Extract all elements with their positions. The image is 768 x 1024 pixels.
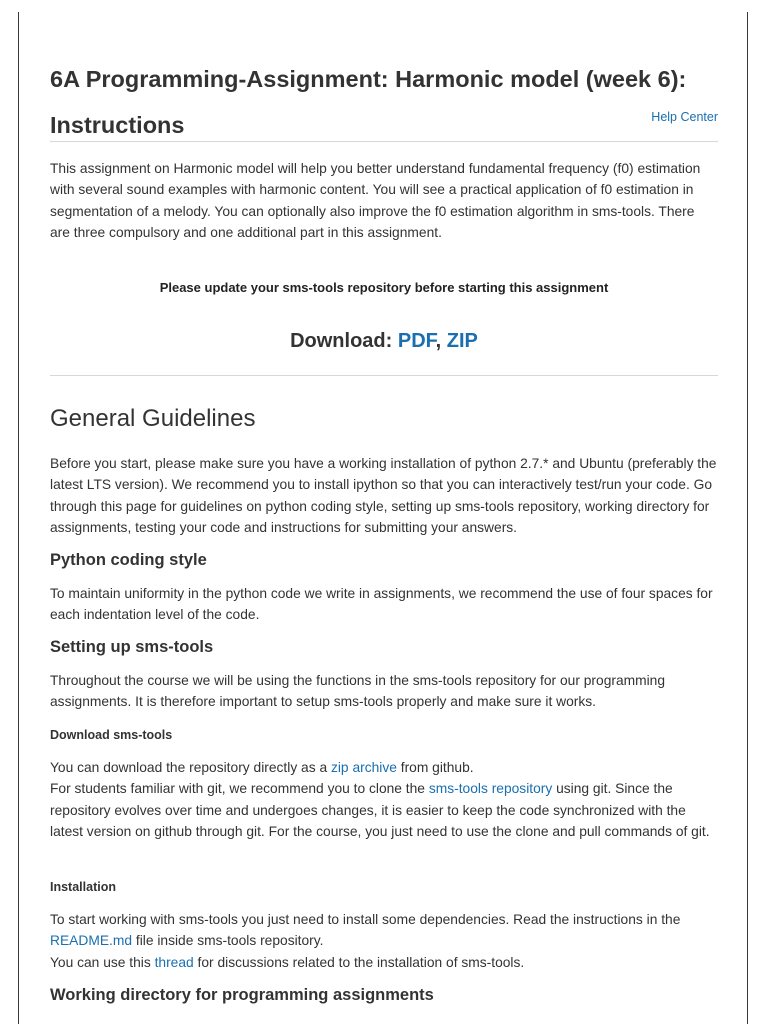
download-text-1: You can download the repository directly as a [50, 760, 331, 775]
intro-paragraph: This assignment on Harmonic model will help you better understand fundamental frequency (f0) estimation with several sound examples with harmonic content. You will see a practical application of f0 estimation in segmentation of a melody. You can optionally also improve the f0 estimation algorithm in sms-tools. There are three compulsory and one additional part in this assignment. [50, 161, 701, 241]
coding-style-heading: Python coding style [50, 551, 207, 569]
download-text-4: using git. Since the repository evolves over time and undergoes changes, it is easier to keep the code synchronized with the latest version on github through git. For the course, you just need to use the clone and pull commands of git. [50, 781, 710, 840]
readme-link[interactable]: README.md [50, 933, 133, 949]
setup-heading: Setting up sms-tools [50, 638, 214, 656]
sms-tools-repository-link[interactable]: sms-tools repository [428, 781, 553, 797]
installation-heading: Installation [50, 880, 116, 894]
title-divider [50, 141, 718, 142]
download-line [50, 330, 718, 353]
pdf-link[interactable]: PDF [397, 330, 436, 352]
coding-style-text: To maintain uniformity in the python code we write in assignments, we recommend the use of four spaces for each indentation level of the code. [50, 586, 713, 623]
page-title-line-2: Instructions [50, 112, 185, 138]
installation-text-4: for discussions related to the installation of sms-tools. [193, 954, 525, 970]
installation-text-2: file inside sms-tools repository. [132, 933, 324, 949]
download-sms-tools-text [50, 757, 718, 843]
thread-link[interactable]: thread [154, 954, 194, 970]
download-divider [50, 375, 718, 376]
zip-link[interactable]: ZIP [446, 330, 478, 352]
general-guidelines-text: Before you start, please make sure you have a working installation of python 2.7.* and Ubuntu (preferably the latest LTS version). We recommend you to install ipython so that you can interactively test/run your code. Go through this page for guidelines on python coding style, setting up sms-tools repository, working directory for assignments, testing your code and instructions for submitting your answers. [50, 456, 717, 536]
download-label: Download: [290, 330, 398, 352]
working-directory-heading: Working directory for programming assignments [50, 986, 434, 1004]
download-text-3: For students familiar with git, we recommend you to clone the [50, 781, 429, 797]
installation-text [50, 909, 718, 973]
download-text-2: from github. [396, 760, 474, 775]
help-center-link[interactable]: Help Center [651, 110, 718, 124]
download-separator: , [435, 330, 447, 352]
installation-text-3: You can use this [50, 954, 155, 970]
page-title [50, 56, 718, 148]
download-sms-tools-heading: Download sms-tools [50, 728, 173, 742]
zip-archive-link[interactable]: zip archive [330, 760, 397, 775]
setup-text: Throughout the course we will be using the functions in the sms-tools repository for our programming assignments. It is therefore important to setup sms-tools properly and make sure it works. [50, 673, 666, 710]
update-notice: Please update your sms-tools repository before starting this assignment [159, 280, 609, 295]
page-title-line-1: 6A Programming-Assignment: Harmonic model (week 6): [50, 66, 687, 92]
general-guidelines-heading: General Guidelines [50, 405, 256, 432]
installation-text-1: To start working with sms-tools you just need to install some dependencies. Read the instructions in the [50, 912, 681, 927]
